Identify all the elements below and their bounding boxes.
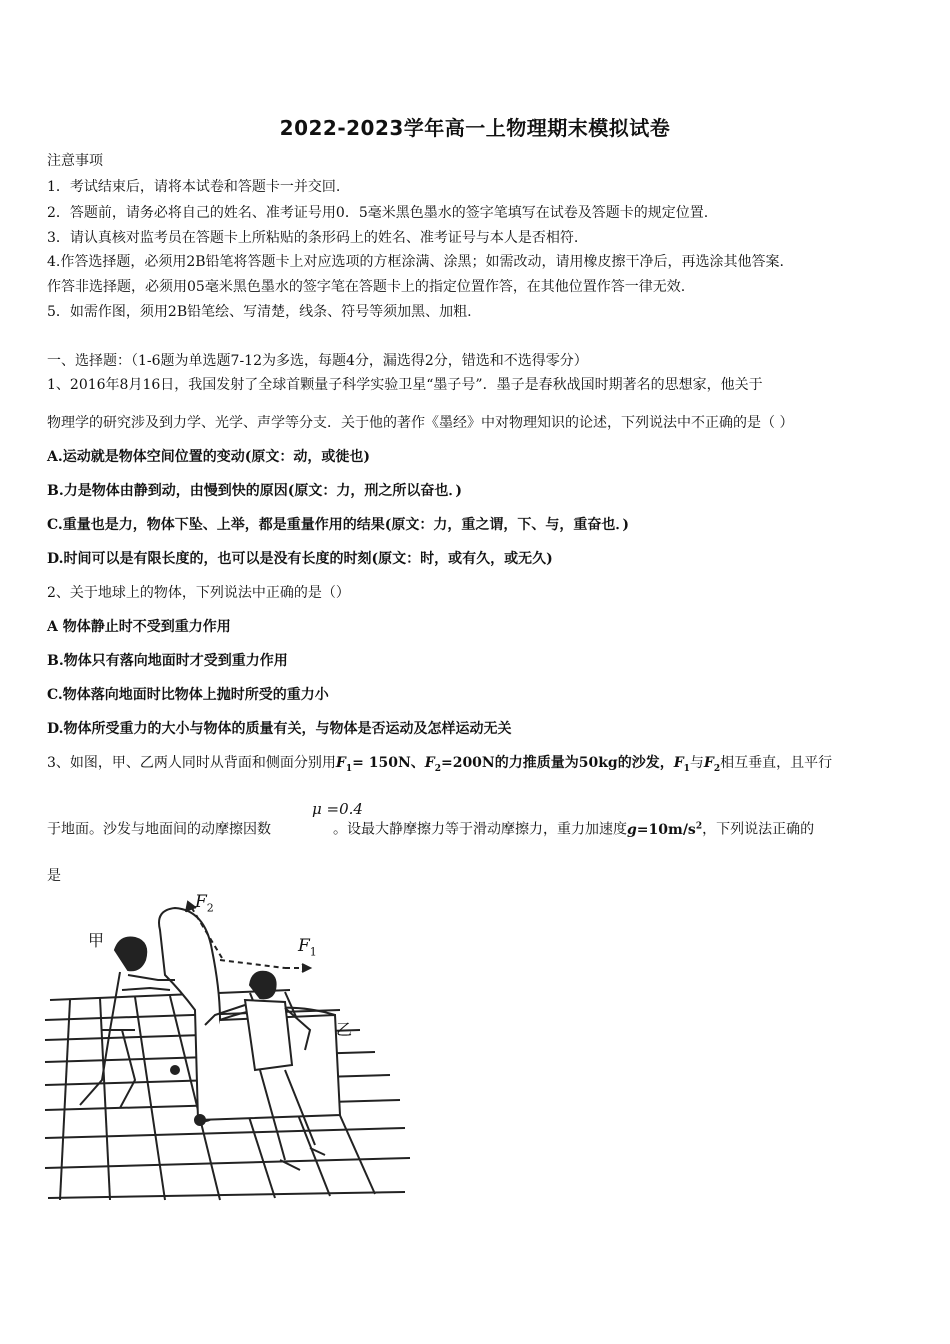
q2-option-b: B.物体只有落向地面时才受到重力作用 xyxy=(47,653,288,669)
notice-item: 1．考试结束后，请将本试卷和答题卡一并交回. xyxy=(47,179,341,195)
q1-stem-line2: 物理学的研究涉及到力学、光学、声学等分支．关于他的著作《墨经》中对物理知识的论述，下列说法中不正确的是（ ） xyxy=(47,415,794,431)
notice-item: 3．请认真核对监考员在答题卡上所粘贴的条形码上的姓名、准考证号与本人是否相符. xyxy=(47,230,579,246)
notice-heading: 注意事项 xyxy=(47,153,103,169)
q1-stem-line1: 1、2016年8月16日，我国发射了全球首颗量子科学实验卫星“墨子号”．墨子是春秋战国时期著名的思想家，他关于 xyxy=(47,377,763,393)
page-title: 2022-2023学年高一上物理期末模拟试卷 xyxy=(279,116,671,140)
friction-coefficient: μ =0.4 xyxy=(312,800,363,818)
notice-item: 作答非选择题，必须用05毫米黑色墨水的签字笔在答题卡上的指定位置作答，在其他位置作答一律无效. xyxy=(47,279,686,295)
label-f2: $F_2$ xyxy=(195,892,214,915)
q2-option-d: D.物体所受重力的大小与物体的质量有关，与物体是否运动及怎样运动无关 xyxy=(47,721,512,737)
label-f1: $F_1$ xyxy=(298,936,317,959)
q1-option-a: A.运动就是物体空间位置的变动(原文：动，或徙也) xyxy=(47,449,370,465)
sofa-push-figure xyxy=(40,880,420,1210)
q2-stem: 2、关于地球上的物体，下列说法中正确的是（） xyxy=(47,585,350,601)
q2-option-a: A 物体静止时不受到重力作用 xyxy=(47,619,231,635)
q1-option-c: C.重量也是力，物体下坠、上举，都是重量作用的结果(原文：力，重之谓，下、与，重奋也．) xyxy=(47,517,630,533)
q3-stem-line2: 于地面。沙发与地面间的动摩擦因数 。设最大静摩擦力等于滑动摩擦力，重力加速度$g=10m/s^2$，下列说法正确的 xyxy=(47,821,815,838)
notice-item: 4.作答选择题，必须用2B铅笔将答题卡上对应选项的方框涂满、涂黑；如需改动，请用橡皮擦干净后，再选涂其他答案. xyxy=(47,254,784,270)
notice-item: 5．如需作图，须用2B铅笔绘、写清楚，线条、符号等须加黑、加粗. xyxy=(47,304,472,320)
notice-item: 2．答题前，请务必将自己的姓名、准考证号用0．5毫米黑色墨水的签字笔填写在试卷及答题卡的规定位置. xyxy=(47,205,709,221)
label-jia: 甲 xyxy=(88,931,105,950)
label-yi: 乙 xyxy=(336,1020,353,1039)
q3-stem-line3: 是 xyxy=(47,868,61,884)
q1-option-b: B.力是物体由静到动，由慢到快的原因(原文：力，刑之所以奋也．) xyxy=(47,483,462,499)
q1-option-d: D.时间可以是有限长度的，也可以是没有长度的时刻(原文：时，或有久，或无久) xyxy=(47,551,553,567)
q2-option-c: C.物体落向地面时比物体上抛时所受的重力小 xyxy=(47,687,329,703)
q3-stem-line1: 3、如图，甲、乙两人同时从背面和侧面分别用$F_1= 150N$、$F_2=200N$的力推质量为50kg的沙发，$F_1$与$F_2$相互垂直，且平行 xyxy=(47,755,833,774)
section-heading: 一、选择题：（1-6题为单选题7-12为多选，每题4分，漏选得2分，错选和不选得零分） xyxy=(47,353,588,369)
